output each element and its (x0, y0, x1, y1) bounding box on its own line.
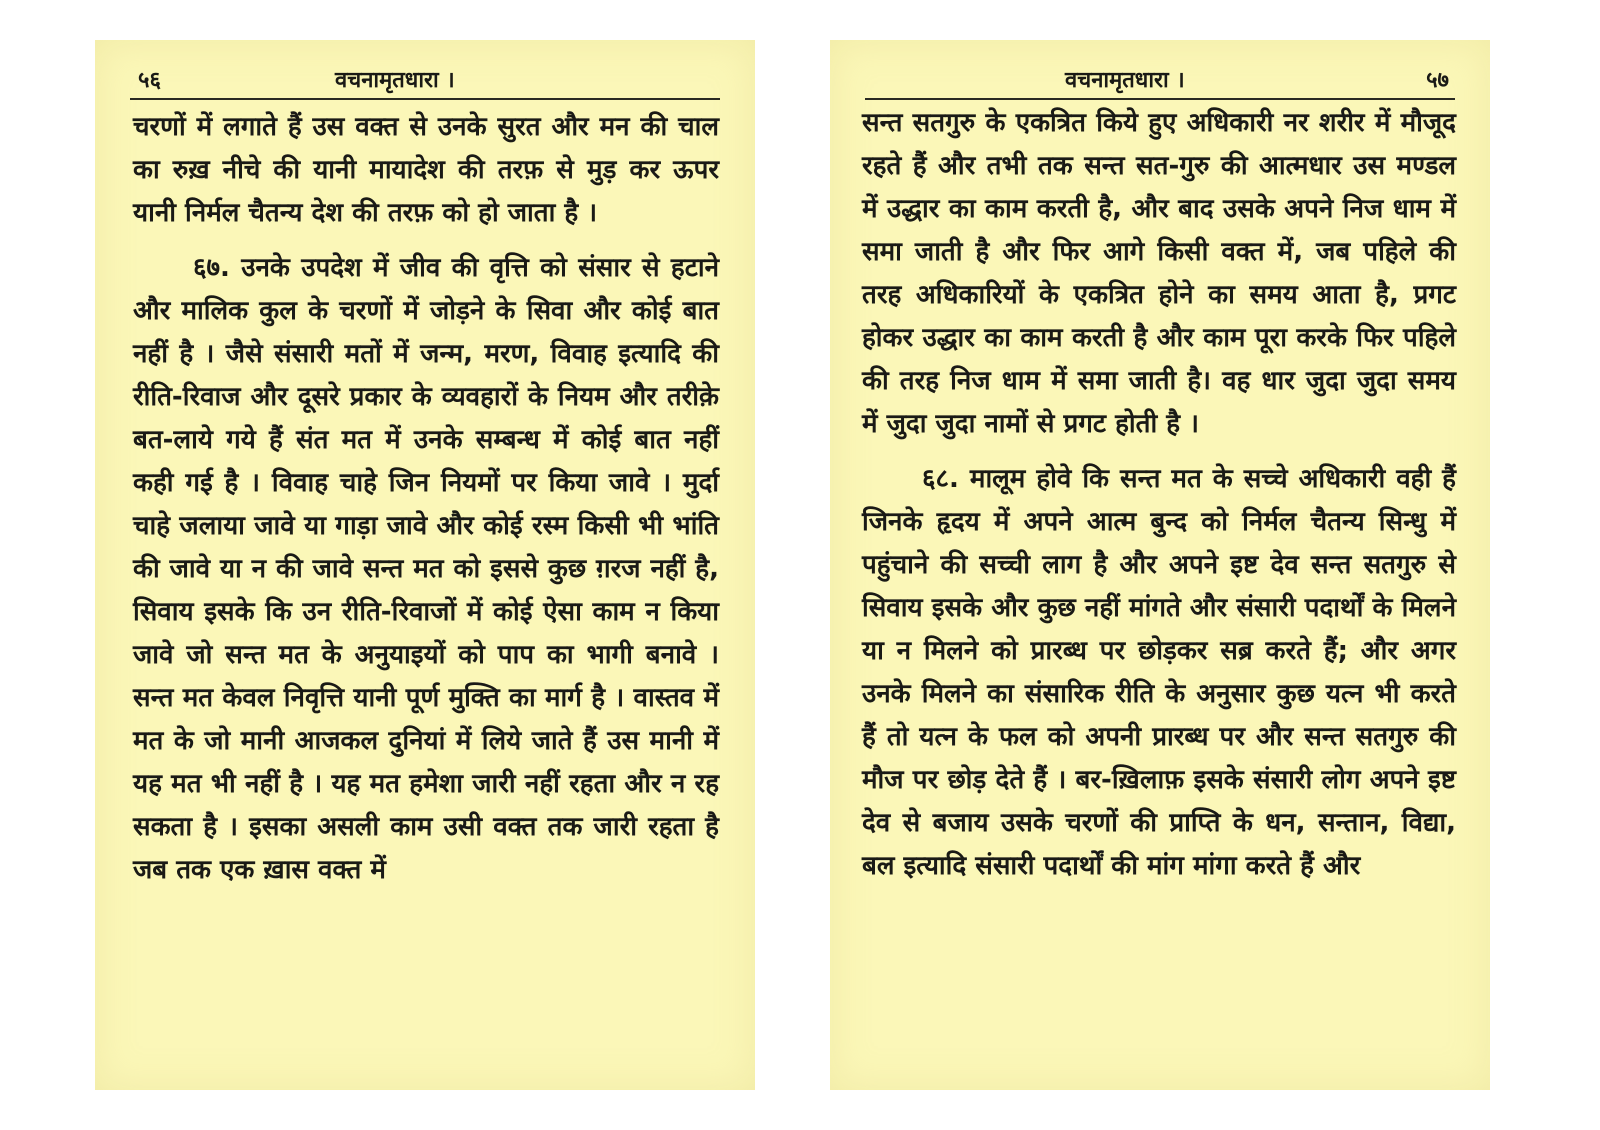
right-paragraph-68: ६८. मालूम होवे कि सन्त मत के सच्चे अधिकारी वही हैं जिनके हृदय में अपने आत्म बुन्द को निर्मल चैतन्य सिन्धु में पहुंचाने की सच्ची लाग है और अपने इष्ट देव सन्त सतगुरु से सिवाय इसके और कुछ नहीं मांगते और संसारी पदार्थों के मिलने या न मिलने को प्रारब्ध पर छोड़कर सब्र करते हैं; और अगर उनके मिलने का संसारिक रीति के अनुसार कुछ यत्न भी करते हैं तो यत्न के फल को अपनी प्रारब्ध पर और सन्त सतगुरु की मौज पर छोड़ देते हैं । बर-ख़िलाफ़ इसके संसारी लोग अपने इष्ट देव से बजाय उसके चरणों की प्राप्ति के धन, सन्तान, विद्या, बल इत्यादि संसारी पदार्थों की मांग मांगा करते हैं और (862, 464, 1456, 881)
left-page-number: ५६ (138, 68, 161, 93)
left-running-title: वचनामृतधारा । (335, 68, 455, 93)
left-paragraph-67: ६७. उनके उपदेश में जीव की वृत्ति को संसार से हटाने और मालिक कुल के चरणों में जोड़ने के सिवा और कोई बात नहीं है । जैसे संसारी मतों में जन्म, मरण, विवाह इत्यादि की रीति-रिवाज और दूसरे प्रकार के व्यवहारों के नियम और तरीक़े बत-लाये गये हैं संत मत में उनके सम्बन्ध में कोई बात नहीं कही गई है । विवाह चाहे जिन नियमों पर किया जावे । मुर्दा चाहे जलाया जावे या गाड़ा जावे और कोई रस्म किसी भी भांति की जावे या न की जावे सन्त मत को इससे कुछ ग़रज नहीं है, सिवाय इसके कि उन रीति-रिवाजों में कोई ऐसा काम न किया जावे जो सन्त मत के अनुयाइयों को पाप का भागी बनावे । सन्त मत केवल निवृत्ति यानी पूर्ण मुक्ति का मार्ग है । वास्तव में मत के जो मानी आजकल दुनियां में लिये जाते हैं उस मानी में यह मत भी नहीं है । यह मत हमेशा जारी नहीं रहता और न रह सकता है । इसका असली काम उसी वक्त तक जारी रहता है जब तक एक ख़ास वक्त में (133, 253, 719, 885)
right-page-body (862, 102, 1456, 888)
left-paragraph-continued: चरणों में लगाते हैं उस वक्त से उनके सुरत और मन की चाल का रुख़ नीचे की यानी मायादेश की तरफ़ से मुड़ कर ऊपर यानी निर्मल चैतन्य देश की तरफ़ को हो जाता है । (133, 112, 719, 228)
right-page-header (865, 58, 1455, 100)
right-running-title: वचनामृतधारा । (1065, 68, 1185, 93)
left-page (95, 40, 755, 1090)
right-paragraph-continued: सन्त सतगुरु के एकत्रित किये हुए अधिकारी नर शरीर में मौजूद रहते हैं और तभी तक सन्त सत-गुरु की आत्मधार उस मण्डल में उद्धार का काम करती है, और बाद उसके अपने निज धाम में समा जाती है और फिर आगे किसी वक्त में, जब पहिले की तरह अधिकारियों के एकत्रित होने का समय आता है, प्रगट होकर उद्धार का काम करती है और काम पूरा करके फिर पहिले की तरह निज धाम में समा जाती है। वह धार जुदा जुदा समय में जुदा जुदा नामों से प्रगट होती है । (862, 108, 1456, 439)
right-page-number: ५७ (1426, 68, 1449, 93)
left-page-body (133, 106, 719, 892)
right-page (830, 40, 1490, 1090)
left-page-header (130, 58, 720, 100)
